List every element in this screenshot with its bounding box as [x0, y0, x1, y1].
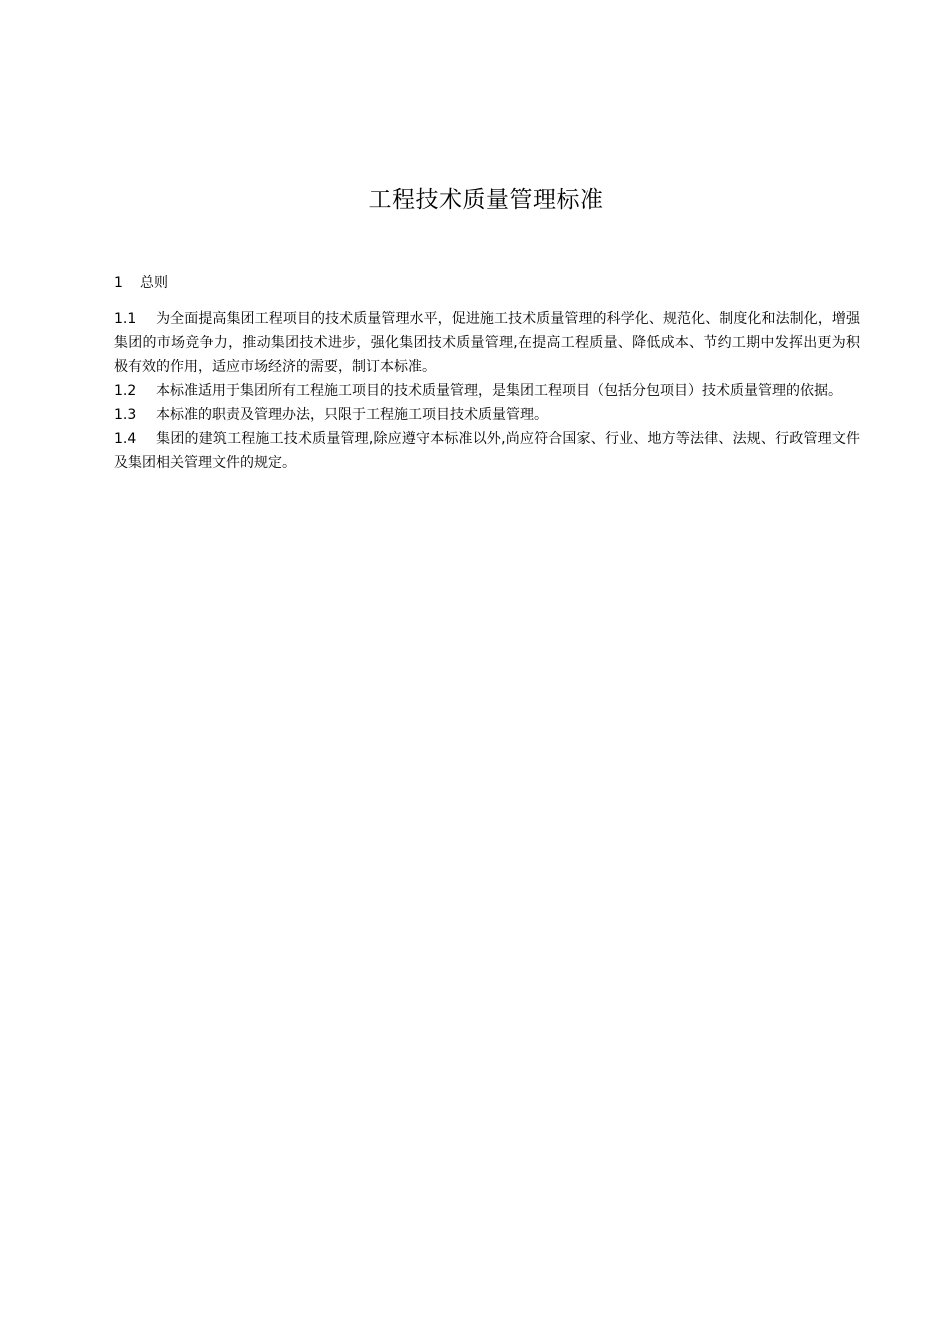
clause-number: 1.4: [114, 431, 137, 447]
clause-text: 为全面提高集团工程项目的技术质量管理水平，促进施工技术质量管理的科学化、规范化、制度化和法制化，增强集团的市场竞争力，推动集团技术进步，强化集团技术质量管理,在提高工程质量、降低成本、节约工期中发挥出更为积极有效的作用，适应市场经济的需要，制订本标准。: [114, 311, 860, 375]
clause-number: 1.2: [114, 383, 137, 399]
document-title: 工程技术质量管理标准: [368, 187, 604, 213]
section-number: 1: [114, 275, 123, 291]
clause-1-4: [114, 427, 860, 475]
clause-number: 1.1: [114, 311, 137, 327]
clause-text: 本标准的职责及管理办法，只限于工程施工项目技术质量管理。: [156, 407, 548, 423]
clause-1-3: [114, 403, 860, 427]
section-title: 总则: [140, 275, 168, 291]
clause-1-1: [114, 307, 860, 379]
clause-1-2: [114, 379, 860, 403]
clause-number: 1.3: [114, 407, 137, 423]
clause-text: 本标准适用于集团所有工程施工项目的技术质量管理，是集团工程项目（包括分包项目）技术质量管理的依据。: [156, 383, 842, 399]
section-heading: [114, 271, 168, 295]
clause-list: [114, 307, 860, 475]
clause-text: 集团的建筑工程施工技术质量管理,除应遵守本标准以外,尚应符合国家、行业、地方等法律、法规、行政管理文件及集团相关管理文件的规定。: [114, 431, 860, 471]
